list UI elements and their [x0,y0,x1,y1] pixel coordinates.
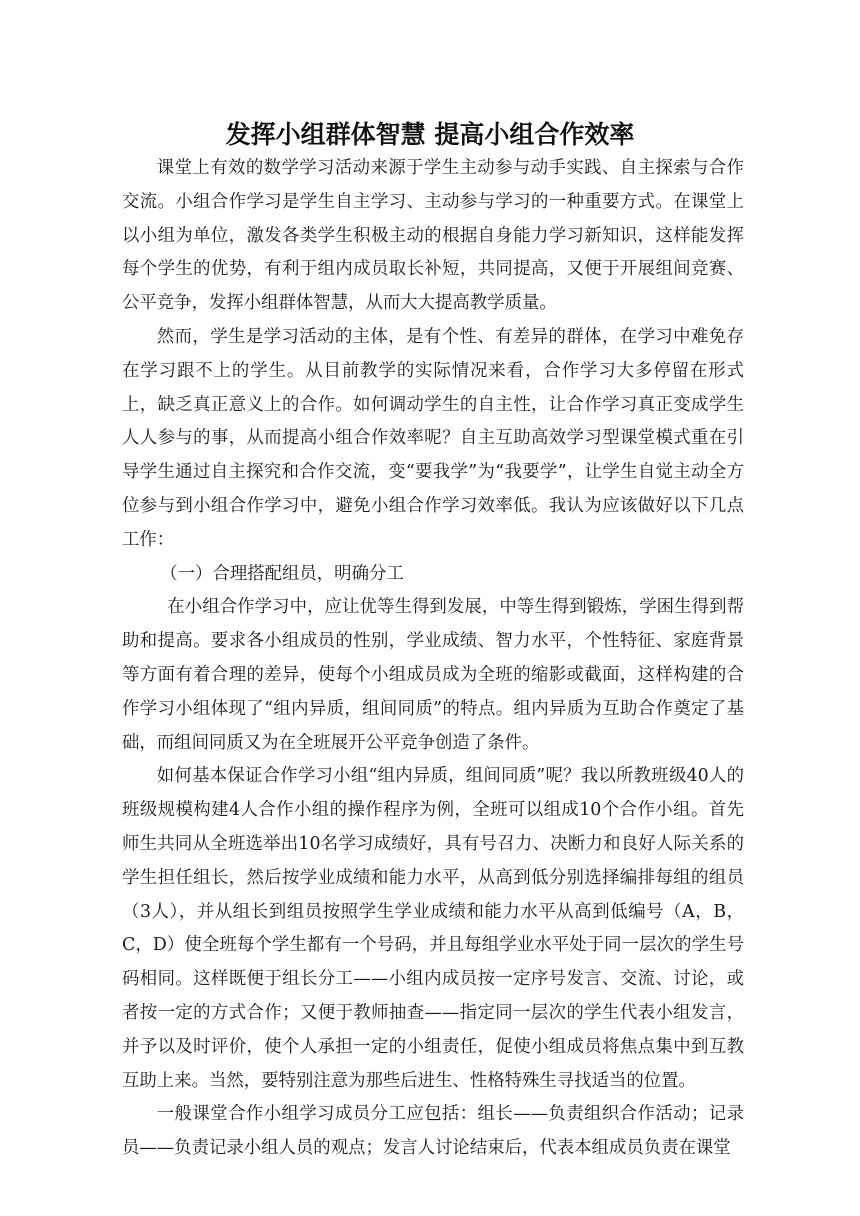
paragraph-procedure: 如何基本保证合作学习小组“组内异质，组间同质”呢？我以所教班级40人的班级规模构建4人合作小组的操作程序为例，全班可以组成10个合作小组。首先师生共同从全班选举出10名学习成绩好，具有号召力、决断力和良好人际关系的学生担任组长，然后按学业成绩和能力水平，从高到低分别选择编排每组的组员（3人），并从组长到组员按照学生学业成绩和能力水平从高到低编号（A，B，C，D）使全班每个学生都有一个号码，并且每组学业水平处于同一层次的学生号码相同。这样既便于组长分工——小组内成员按一定序号发言、交流、讨论，或者按一定的方式合作；又便于教师抽查——指定同一层次的学生代表小组发言，并予以及时评价，使个人承担一定的小组责任，促使小组成员将焦点集中到互教互助上来。当然，要特别注意为那些后进生、性格特殊生寻找适当的位置。 [122,766,744,1091]
paragraph-problem: 然而，学生是学习活动的主体，是有个性、有差异的群体，在学习中难免存在学习跟不上的学生。从目前教学的实际情况来看，合作学习大多停留在形式上，缺乏真正意义上的合作。如何调动学生的自主性，让合作学习真正变成学生人人参与的事，从而提高小组合作效率呢？自主互助高效学习型课堂模式重在引导学生通过自主探究和合作交流，变“要我学”为“我要学”，让学生自觉主动全方位参与到小组合作学习中，避免小组合作学习效率低。我认为应该做好以下几点工作： [122,326,744,550]
document-title: 发挥小组群体智慧 提高小组合作效率 [225,120,635,149]
document-body [122,152,744,1166]
paragraph-intro: 课堂上有效的数学学习活动来源于学生主动参与动手实践、自主探索与合作交流。小组合作学习是学生自主学习、主动参与学习的一种重要方式。在课堂上以小组为单位，激发各类学生积极主动的根据自身能力学习新知识，这样能发挥每个学生的优势，有利于组内成员取长补短，共同提高，又便于开展组间竞赛、公平竞争，发挥小组群体智慧，从而大大提高教学质量。 [122,158,744,314]
section-heading-1: （一）合理搭配组员，明确分工 [160,563,404,584]
paragraph-roles: 一般课堂合作小组学习成员分工应包括：组长——负责组织合作活动；记录员——负责记录小组人员的观点；发言人讨论结束后，代表本组成员负责在课堂 [122,1104,744,1159]
paragraph-grouping: 在小组合作学习中，应让优等生得到发展，中等生得到锻炼，学困生得到帮助和提高。要求各小组成员的性别，学业成绩、智力水平，个性特征、家庭背景等方面有着合理的差异，使每个小组成员成为全班的缩影或截面，这样构建的合作学习小组体现了“组内异质，组间同质”的特点。组内异质为互助合作奠定了基础，而组间同质又为在全班展开公平竞争创造了条件。 [122,597,744,753]
